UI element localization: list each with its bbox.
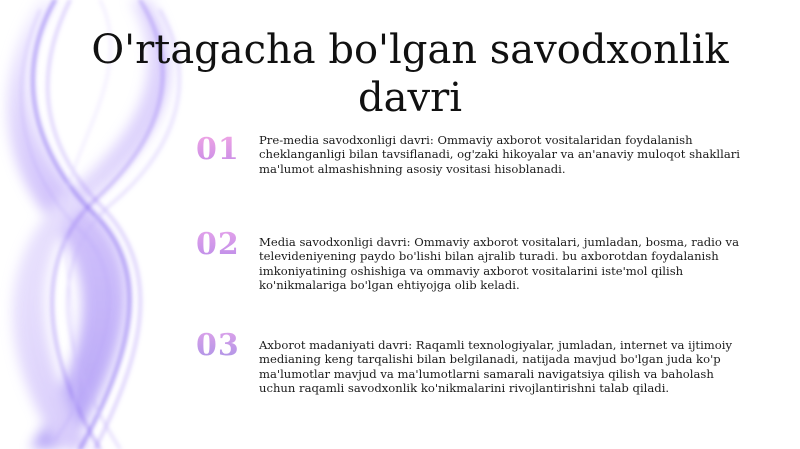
item-text: Pre-media savodxonligi davri: Ommaviy axborot vositalaridan foydalanish cheklanganligi bilan tavsiflanadi, og'zaki hikoyalar va an'anaviy muloqot shakllari ma'lumot almashishning asosiy vositasi hisoblanadi. bbox=[259, 133, 741, 176]
item-number: 01 bbox=[196, 133, 252, 167]
item-number: 03 bbox=[196, 329, 252, 363]
item-number: 02 bbox=[196, 228, 252, 262]
page-title: O'rtagacha bo'lgan savodxonlik davri bbox=[91, 27, 729, 121]
item-text: Media savodxonligi davri: Ommaviy axborot vositalari, jumladan, bosma, radio va televideniyening paydo bo'lishi bilan ajralib turadi. bu axborotdan foydalanish imkoniyatining oshishiga va ommaviy axborot vositalarini iste'mol qilish ko'nikmalariga bo'lgan ehtiyojga olib keladi. bbox=[259, 235, 740, 292]
item-text: Axborot madaniyati davri: Raqamli texnologiyalar, jumladan, internet va ijtimoiy medianing keng tarqalishi bilan belgilanadi, natijada mavjud bo'lgan juda ko'p ma'lumotlar mavjud va ma'lumotlarni samarali navigatsiya qilish va baholash uchun raqamli savodxonlik ko'nikmalarini rivojlantirishni talab qiladi. bbox=[259, 338, 733, 395]
